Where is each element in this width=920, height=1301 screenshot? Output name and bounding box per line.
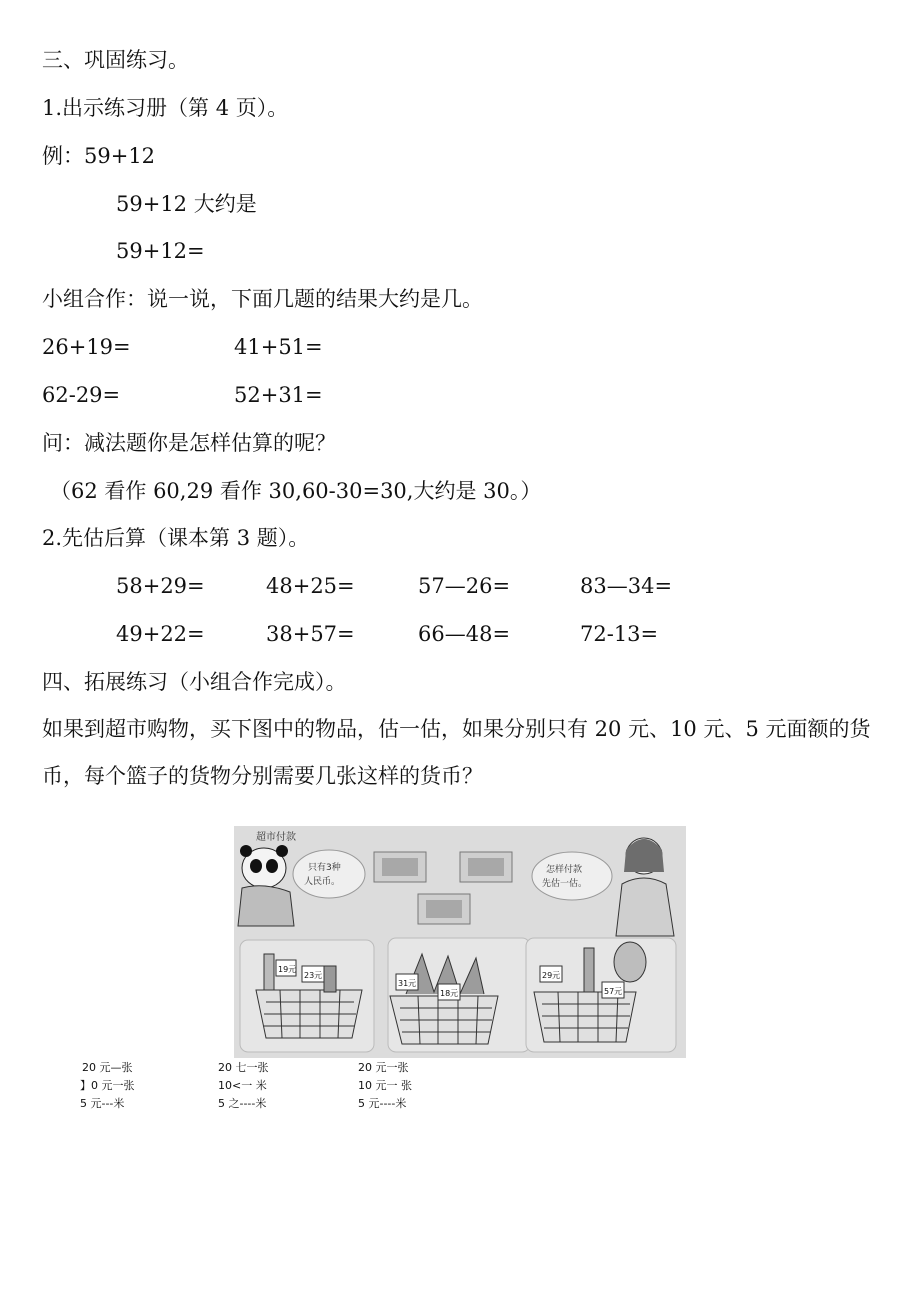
calc-1-2: 48+25= <box>266 574 355 598</box>
answer-col-1-row-2: 】0 元一张 <box>80 1079 135 1092</box>
problem-2-1: 62-29= <box>42 383 121 407</box>
calc-1-4: 83—34= <box>580 574 673 598</box>
girl-bubble-line-2: 先估一估。 <box>542 879 588 889</box>
answer-col-3-row-1: 20 元一张 <box>358 1061 409 1074</box>
item-1-text: 1.出示练习册（第 4 页）。 <box>42 96 289 120</box>
example-label: 例：59+12 <box>42 144 156 168</box>
calc-2-2: 38+57= <box>266 622 355 646</box>
question-text: 问：减法题你是怎样估算的呢？ <box>42 431 336 455</box>
panda-bubble-line-2: 人民币。 <box>304 877 341 887</box>
example-line-2: 59+12= <box>116 239 205 263</box>
answer-col-2-row-2: 10<一 米 <box>218 1079 267 1092</box>
answer-col-1-row-1: 20 元—张 <box>82 1061 133 1074</box>
group-prompt: 小组合作：说一说，下面几题的结果大约是几。 <box>42 287 483 311</box>
answer-col-2-row-3: 5 之----米 <box>218 1097 267 1110</box>
section-3-heading: 三、巩固练习。 <box>42 48 189 72</box>
price-tag-6: 57元 <box>604 987 623 996</box>
calc-2-1: 49+22= <box>116 622 205 646</box>
problem-2-2: 52+31= <box>234 383 323 407</box>
figure-caption: 超市付款 <box>256 832 296 843</box>
price-tag-4: 18元 <box>440 989 459 998</box>
price-tag-2: 23元 <box>304 971 323 980</box>
calc-1-3: 57—26= <box>418 574 511 598</box>
example-line-1: 59+12 大约是 <box>116 192 257 216</box>
price-tag-1: 19元 <box>278 965 297 974</box>
panda-bubble-line-1: 只有3种 <box>308 863 341 873</box>
calc-1-1: 58+29= <box>116 574 205 598</box>
answer-col-3-row-3: 5 元----米 <box>358 1097 407 1110</box>
supermarket-illustration <box>234 826 686 1058</box>
section-4-heading: 四、拓展练习（小组合作完成）。 <box>42 670 347 694</box>
problem-1-1: 26+19= <box>42 335 131 359</box>
calc-2-3: 66—48= <box>418 622 511 646</box>
girl-bubble-line-1: 怎样付款 <box>546 865 583 875</box>
item-2-text: 2.先估后算（课本第 3 题）。 <box>42 526 310 550</box>
answer-text: （62 看作 60,29 看作 30,60-30=30,大约是 30。） <box>50 479 542 503</box>
section-4-task: 如果到超市购物，买下图中的物品，估一估，如果分别只有 20 元、10 元、5 元面额的货币，每个篮子的货物分别需要几张这样的货币？ <box>42 717 871 788</box>
problem-1-2: 41+51= <box>234 335 323 359</box>
price-tag-5: 29元 <box>542 971 561 980</box>
answer-col-3-row-2: 10 元一 张 <box>358 1079 412 1092</box>
answer-col-1-row-3: 5 元---米 <box>80 1097 125 1110</box>
answer-col-2-row-1: 20 七一张 <box>218 1061 269 1074</box>
price-tag-3: 31元 <box>398 979 417 988</box>
calc-2-4: 72-13= <box>580 622 659 646</box>
